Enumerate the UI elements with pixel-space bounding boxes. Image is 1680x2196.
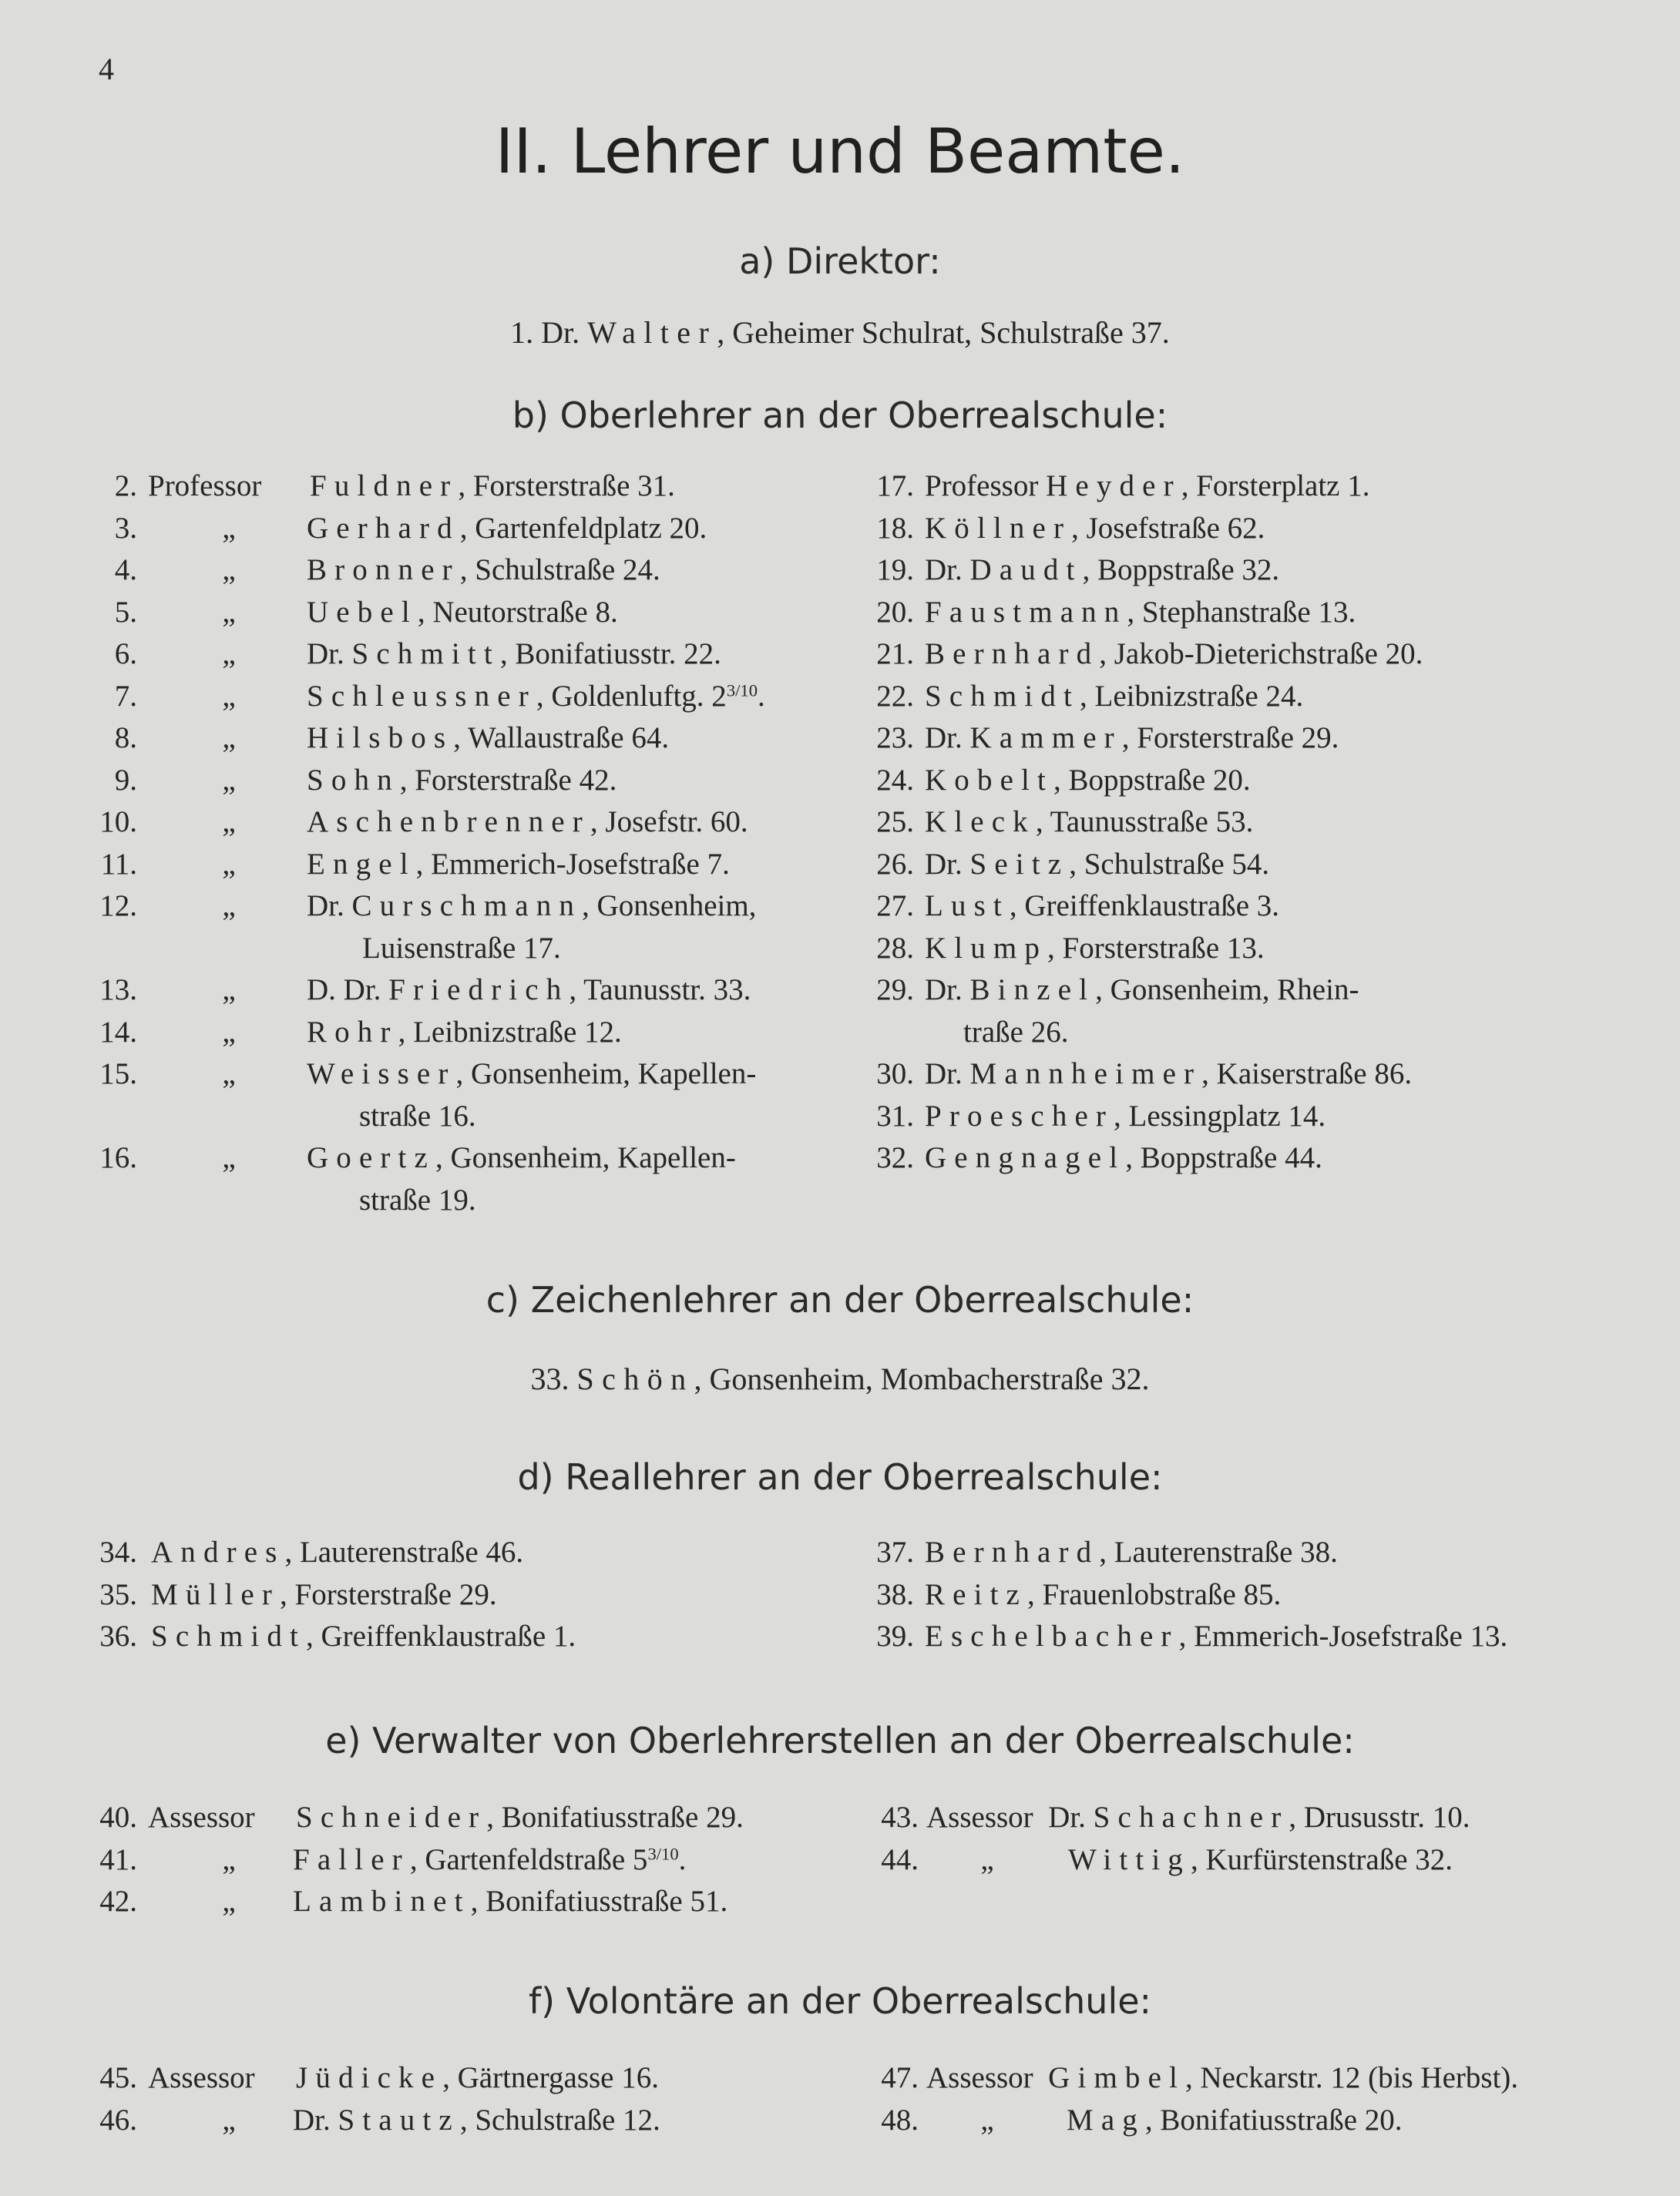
list-item: 27. Lust, Greiffenklaustraße 3. xyxy=(876,889,1280,922)
list-item: 3. „ Gerhard, Gartenfeldplatz 20. xyxy=(114,511,707,545)
section-heading-volontaere: f) Volontäre an der Oberrealschule: xyxy=(528,1980,1152,2022)
list-item: 16. „ Goertz, Gonsenheim, Kapellen- xyxy=(99,1141,736,1174)
oberlehrer-right-column xyxy=(868,465,1638,1180)
list-item: 7. „ Schleussner, Goldenluftg. $2^{3/10}$. xyxy=(114,679,765,713)
list-item: 35. Müller, Forsterstraße 29. xyxy=(99,1577,497,1611)
list-item: 24. Kobelt, Boppstraße 20. xyxy=(876,763,1251,797)
list-item: 13. „ D. Dr. Friedrich, Taunusstr. 33. xyxy=(99,973,751,1006)
list-item: 45. Assessor Jüdicke, Gärtnergasse 16. xyxy=(99,2061,659,2094)
section-heading-oberlehrer: b) Oberlehrer an der Oberrealschule: xyxy=(512,395,1168,436)
list-item: 11. „ Engel, Emmerich-Josefstraße 7. xyxy=(100,847,730,881)
list-item: 18. Köllner, Josefstraße 62. xyxy=(876,511,1265,545)
list-item: 30. Dr. Mannheimer, Kaiserstraße 86. xyxy=(876,1057,1413,1090)
list-item: 32. Gengnagel, Boppstraße 44. xyxy=(876,1141,1322,1174)
list-item-continuation: Luisenstraße 17. xyxy=(362,931,561,965)
section-heading-zeichenlehrer: c) Zeichenlehrer an der Oberrealschule: xyxy=(486,1279,1194,1321)
list-item: 40. Assessor Schneider, Bonifatiusstraße 29. xyxy=(99,1801,744,1834)
list-item: 8. „ Hilsbos, Wallaustraße 64. xyxy=(114,721,670,754)
reallehrer-right-column xyxy=(868,1532,1638,1658)
section-heading-reallehrer: d) Reallehrer an der Oberrealschule: xyxy=(517,1456,1163,1498)
list-item: 2. Professor Fuldner, Forsterstraße 31. xyxy=(114,469,675,502)
list-item: 23. Dr. Kammer, Forsterstraße 29. xyxy=(876,721,1339,754)
list-item: 38. Reitz, Frauenlobstraße 85. xyxy=(876,1577,1282,1611)
entry-zeichenlehrer: 33. Schön, Gonsenheim, Mombacherstraße 32. xyxy=(530,1362,1150,1396)
list-item: 34. Andres, Lauterenstraße 46. xyxy=(99,1536,524,1569)
list-item: 29. Dr. Binzel, Gonsenheim, Rhein- xyxy=(876,973,1359,1006)
list-item-continuation: straße 16. xyxy=(359,1099,476,1133)
list-item: 28. Klump, Forsterstraße 13. xyxy=(876,931,1265,965)
list-item: 36. Schmidt, Greiffenklaustraße 1. xyxy=(99,1620,576,1653)
list-item: 14. „ Rohr, Leibnizstraße 12. xyxy=(99,1015,622,1049)
list-item-continuation: straße 19. xyxy=(359,1183,476,1217)
list-item: 41. „ Faller, Gartenfeldstraße $5^{3/10}$. xyxy=(99,1842,687,1876)
page-number: 4 xyxy=(99,52,114,86)
list-item: 22. Schmidt, Leibnizstraße 24. xyxy=(876,679,1304,713)
list-item: 12. „ Dr. Curschmann, Gonsenheim, xyxy=(99,889,757,922)
list-item: 48. „ Mag, Bonifatiusstraße 20. xyxy=(881,2103,1403,2137)
volontaere-left-column xyxy=(97,2057,837,2141)
list-item: 37. Bernhard, Lauterenstraße 38. xyxy=(876,1536,1338,1569)
page-title: II. Lehrer und Beamte. xyxy=(495,116,1185,187)
list-item: 42. „ Lambinet, Bonifatiusstraße 51. xyxy=(99,1885,728,1918)
list-item: 46. „ Dr. Stautz, Schulstraße 12. xyxy=(99,2103,660,2137)
list-item: 19. Dr. Daudt, Boppstraße 32. xyxy=(876,553,1280,586)
list-item: 4. „ Bronner, Schulstraße 24. xyxy=(114,553,660,586)
list-item: 26. Dr. Seitz, Schulstraße 54. xyxy=(876,847,1270,881)
oberlehrer-left-column xyxy=(97,465,837,1221)
list-item: 20. Faustmann, Stephanstraße 13. xyxy=(876,595,1356,629)
list-item: 21. Bernhard, Jakob-Dieterichstraße 20. xyxy=(876,637,1423,670)
list-item: 39. Eschelbacher, Emmerich-Josefstraße 13. xyxy=(876,1620,1508,1653)
verwalter-left-column xyxy=(97,1797,837,1923)
list-item: 31. Proescher, Lessingplatz 14. xyxy=(876,1099,1326,1133)
section-heading-direktor: a) Direktor: xyxy=(739,240,941,282)
entry-direktor: 1. Dr. Walter, Geheimer Schulrat, Schulstraße 37. xyxy=(510,315,1170,350)
volontaere-right-column xyxy=(868,2057,1638,2141)
list-item: 43. Assessor Dr. Schachner, Drususstr. 10. xyxy=(881,1801,1470,1834)
list-item: 17. Professor Heyder, Forsterplatz 1. xyxy=(876,469,1370,502)
verwalter-right-column xyxy=(868,1797,1638,1881)
list-item: 25. Kleck, Taunusstraße 53. xyxy=(876,805,1254,838)
list-item: 6. „ Dr. Schmitt, Bonifatiusstr. 22. xyxy=(114,637,721,670)
list-item: 44. „ Wittig, Kurfürstenstraße 32. xyxy=(881,1842,1453,1876)
section-heading-verwalter: e) Verwalter von Oberlehrerstellen an der Oberrealschule: xyxy=(325,1720,1355,1761)
list-item-continuation: traße 26. xyxy=(963,1015,1069,1049)
list-item: 47. Assessor Gimbel, Neckarstr. 12 (bis Herbst). xyxy=(881,2061,1519,2094)
list-item: 15. „ Weisser, Gonsenheim, Kapellen- xyxy=(99,1057,757,1090)
list-item: 5. „ Uebel, Neutorstraße 8. xyxy=(114,595,618,629)
reallehrer-left-column xyxy=(97,1532,837,1658)
list-item: 9. „ Sohn, Forsterstraße 42. xyxy=(114,763,617,797)
list-item: 10. „ Aschenbrenner, Josefstr. 60. xyxy=(99,805,748,838)
